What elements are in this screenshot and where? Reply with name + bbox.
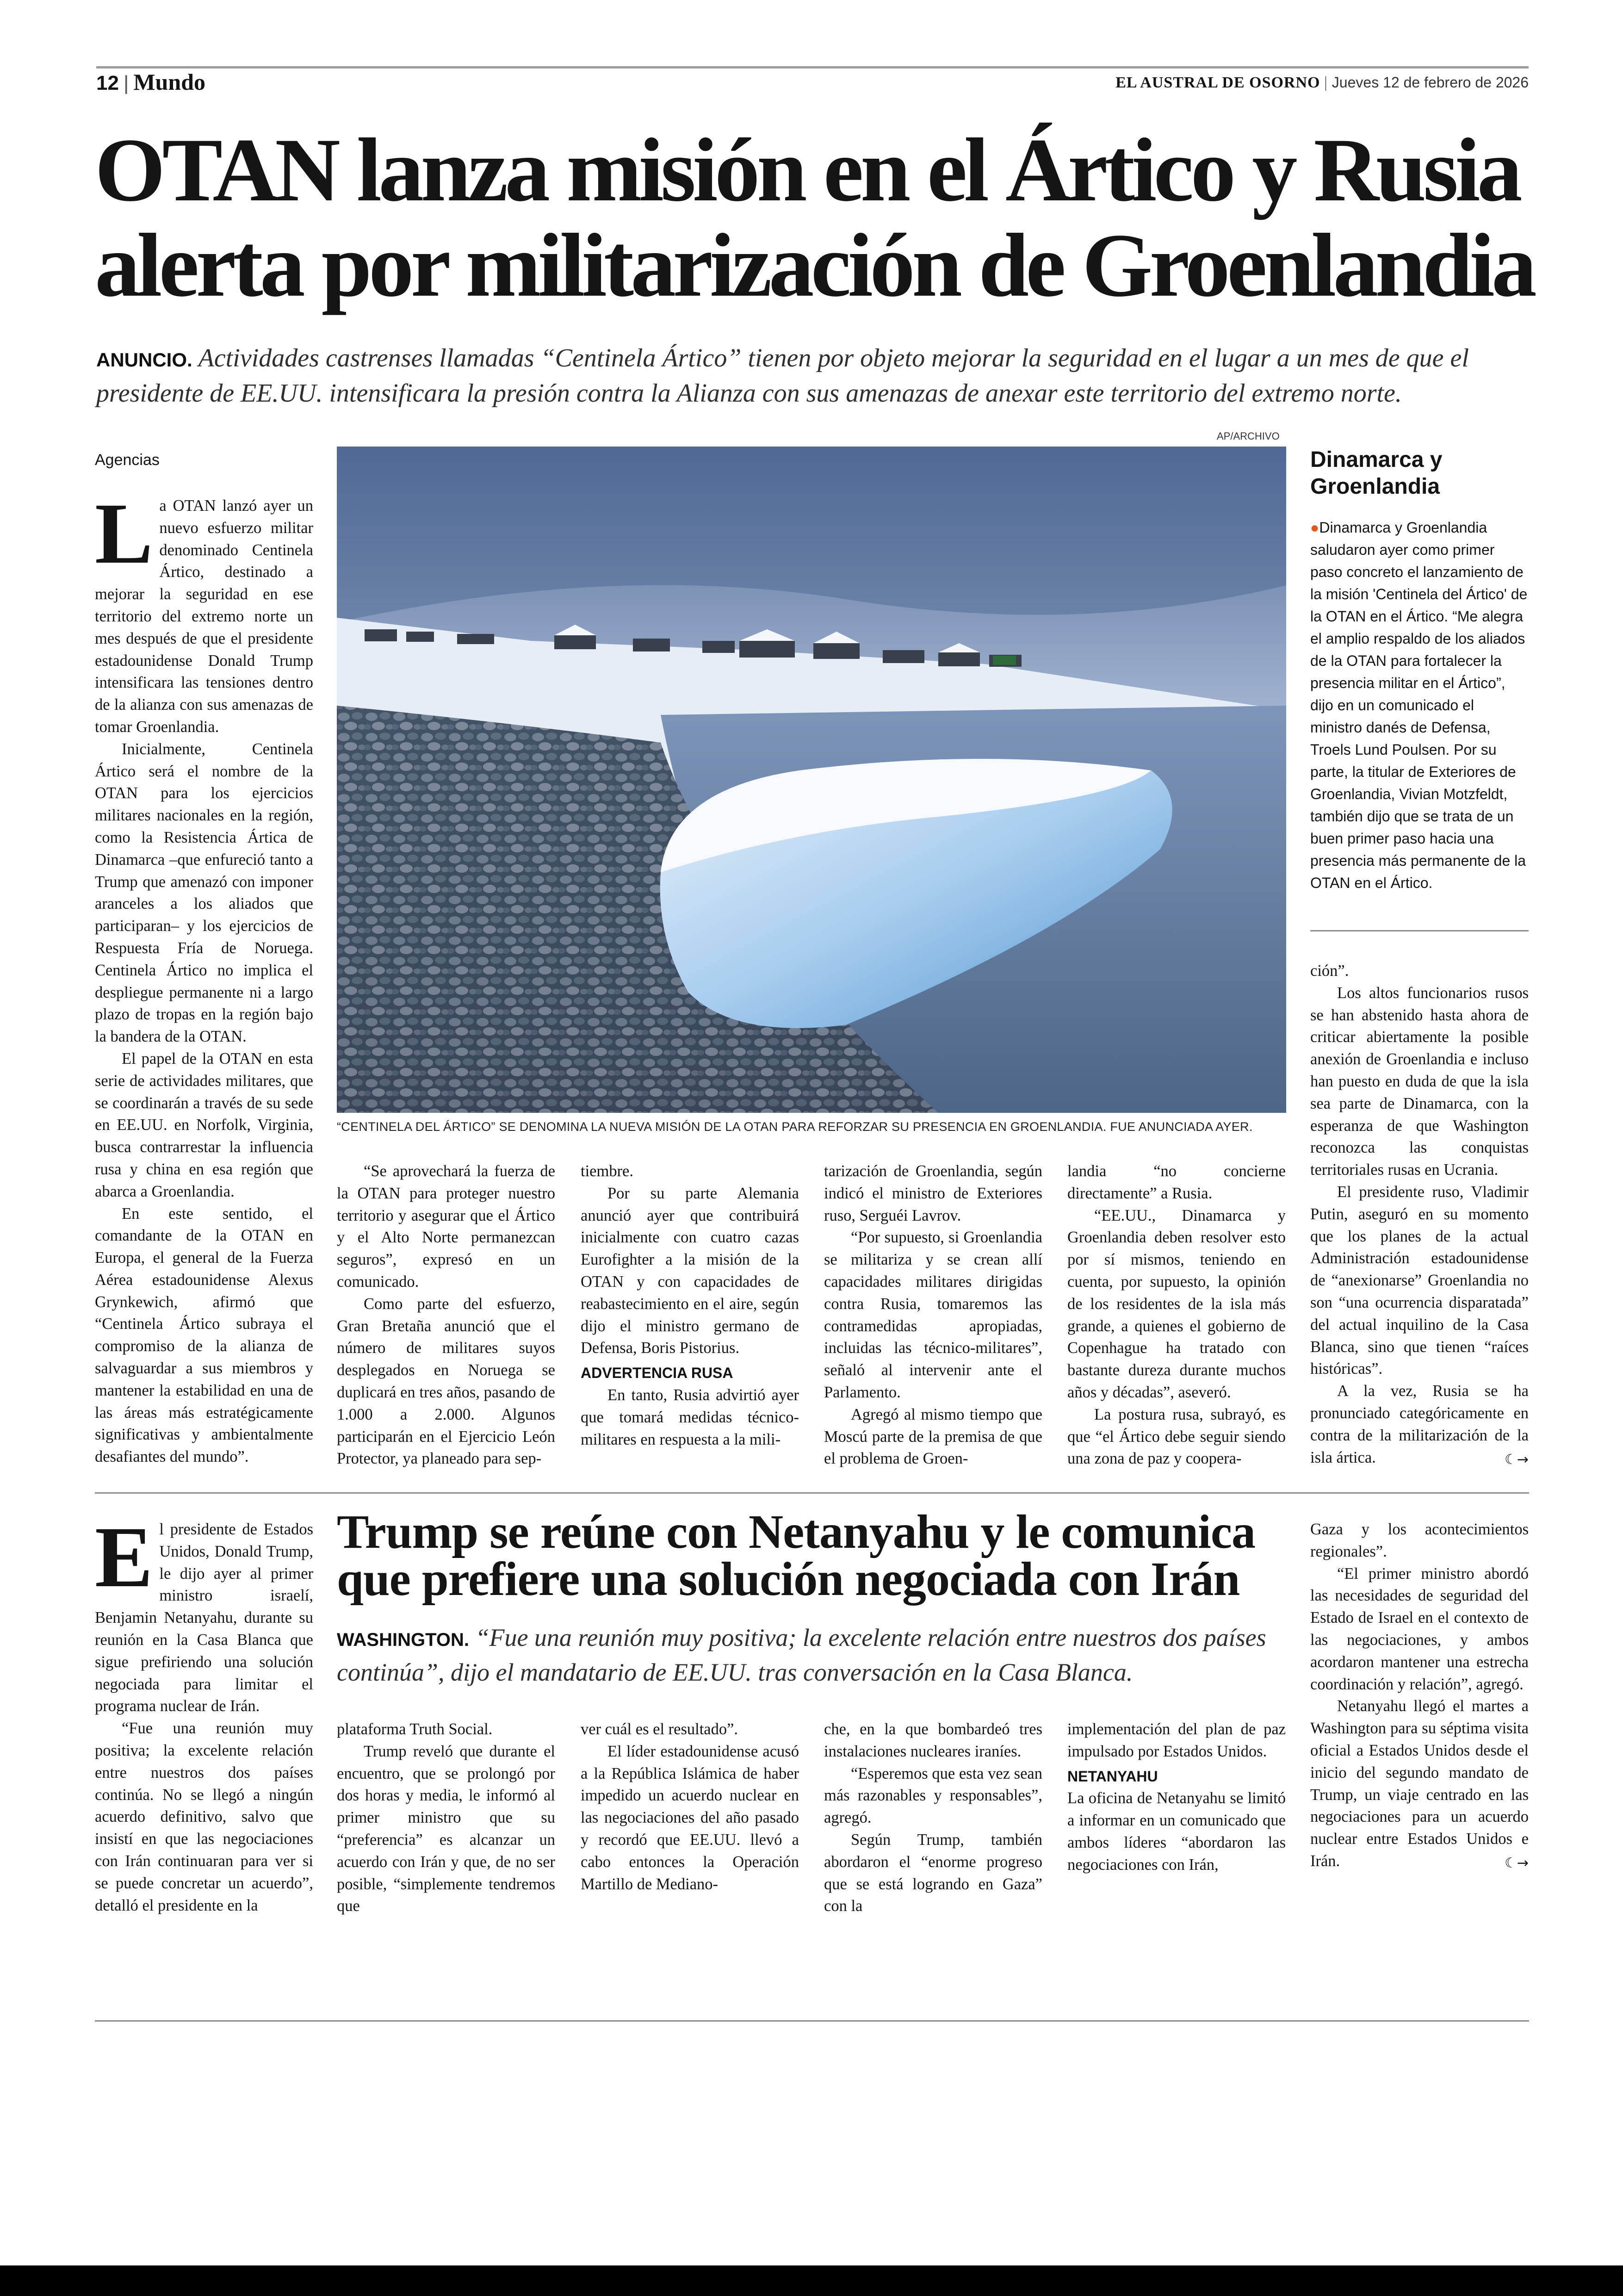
deck-text: Actividades castrenses llamadas “Centinela Ártico” tienen por objeto mejorar la seguridad en el lugar a un mes de que el presidente de EE.UU. intensificara la presión contra la Alianza con sus amenazas de anexar este territorio del extremo norte. bbox=[96, 344, 1469, 408]
page-number: 12 bbox=[96, 72, 119, 94]
paragraph: che, en la que bombardeó tres instalaciones nucleares iraníes. bbox=[824, 1720, 1042, 1760]
dropcap: L bbox=[95, 485, 153, 582]
photo-credit: AP/ARCHIVO bbox=[1217, 430, 1280, 442]
article1-deck bbox=[96, 341, 1535, 410]
paragraph: El papel de la OTAN en esta serie de actividades militares, que se coordinarán a través de su sede en EE.UU. en Norfolk, Virginia, busca contrarrestar la influencia rusa y china en esa región que abarca a Groenlandia. bbox=[95, 1049, 313, 1200]
deck-tag: ANUNCIO. bbox=[96, 349, 192, 371]
paragraph: Los altos funcionarios rusos se han abstenido hasta ahora de criticar abiertamente la posible anexión de Groenlandia e incluso han puesto en duda de que la isla sea parte de Dinamarca, con la esperanza de que Washington reconozca las conquistas territoriales rusas en Ucrania. bbox=[1310, 984, 1529, 1179]
end-of-article-icon: ☾→ bbox=[1504, 1451, 1529, 1468]
paragraph: tarización de Groenlandia, según indicó el ministro de Exteriores ruso, Serguéi Lavrov. bbox=[824, 1162, 1042, 1224]
headline-line-1: OTAN lanza misión en el Ártico y Rusia bbox=[95, 120, 1519, 220]
paragraph: Gaza y los acontecimientos regionales”. bbox=[1310, 1520, 1529, 1560]
article2-column-3 bbox=[581, 1719, 799, 1895]
headline-line-2: alerta por militarización de Groenlandia bbox=[95, 215, 1534, 316]
paragraph: l presidente de Estados Unidos, Donald Trump, le dijo ayer al primer ministro israelí, Benjamin Netanyahu, durante su reunión en la Casa Blanca que sigue prefiriendo una solución negociada para limitar el programa nuclear de Irán. bbox=[95, 1520, 313, 1715]
article2-column-6 bbox=[1310, 1519, 1529, 1874]
article1-column-3 bbox=[581, 1160, 799, 1451]
paragraph: “Fue una reunión muy positiva; la excelente relación entre nuestros dos países continúa. No se llegó a ningún acuerdo definitivo, salvo que insistí en que las negociaciones con Irán continuaran para ver si se puede concretar un acuerdo”, detalló el presidente en la bbox=[95, 1719, 313, 1914]
article2-column-4 bbox=[824, 1719, 1042, 1917]
arctic-photo bbox=[337, 447, 1286, 1113]
paragraph: “Por supuesto, si Groenlandia se militariza y se crean allí capacidades militares dirigidas contra Rusia, tomaremos las contramedidas apropiadas, incluidas las técnico-militares”, señaló al intervenir ante el Parlamento. bbox=[824, 1229, 1042, 1401]
issue-date: Jueves 12 de febrero de 2026 bbox=[1332, 74, 1529, 91]
paper-name: EL AUSTRAL DE OSORNO bbox=[1115, 74, 1320, 91]
paragraph: “EE.UU., Dinamarca y Groenlandia deben resolver esto por sí mismos, teniendo en cuenta, por supuesto, la opinión de los residentes de la isla más grande, a quienes el gobierno de Copenhague ha tratado con bastante dureza durante muchos años y décadas”, aseveró. bbox=[1067, 1206, 1286, 1401]
deck-tag: WASHINGTON. bbox=[337, 1630, 469, 1650]
bottom-rule bbox=[95, 2020, 1529, 2022]
paragraph: A la vez, Rusia se ha pronunciado categóricamente en contra de la militarización de la isla ártica. bbox=[1310, 1382, 1529, 1466]
paragraph: Como parte del esfuerzo, Gran Bretaña anunció que el número de militares suyos desplegados en Noruega se duplicará en tres años, pasando de 1.000 a 2.000. Algunos participarán en el Ejercicio León Protector, ya planeado para sep- bbox=[337, 1295, 555, 1468]
paragraph: La oficina de Netanyahu se limitó a informar en un comunicado que ambos líderes “abordaron las negociaciones con Irán, bbox=[1067, 1789, 1286, 1874]
dropcap: E bbox=[95, 1508, 153, 1605]
article2-headline bbox=[337, 1505, 1313, 1606]
top-rule bbox=[96, 66, 1529, 68]
end-of-article-icon: ☾→ bbox=[1504, 1855, 1529, 1871]
paragraph: La postura rusa, subrayó, es que “el Ártico debe seguir siendo una zona de paz y coopera- bbox=[1067, 1405, 1286, 1468]
paragraph: “Se aprovechará la fuerza de la OTAN para proteger nuestro territorio y asegurar que el Ártico y el Alto Norte permanezcan seguros”, expresó en un comunicado. bbox=[337, 1162, 555, 1291]
paragraph: implementación del plan de paz impulsado por Estados Unidos. bbox=[1067, 1720, 1286, 1760]
sidebar-title bbox=[1310, 447, 1443, 500]
paragraph: “El primer ministro abordó las necesidades de seguridad del Estado de Israel en el contexto de las negociaciones, y ambos acordaron mantener una estrecha coordinación y relación”, agregó. bbox=[1310, 1564, 1529, 1693]
subhead: ADVERTENCIA RUSA bbox=[581, 1365, 733, 1382]
paragraph: Trump reveló que durante el encuentro, que se prolongó por dos horas y media, le informó al primer ministro que su “preferencia” es alcanzar un acuerdo con Irán y que, de no ser posible, “simplemente tendremos que bbox=[337, 1742, 555, 1915]
article1-column-5 bbox=[1067, 1160, 1286, 1470]
byline: Agencias bbox=[95, 451, 160, 469]
paragraph: En tanto, Rusia advirtió ayer que tomará medidas técnico-militares en respuesta a la mili- bbox=[581, 1386, 799, 1448]
paragraph: plataforma Truth Social. bbox=[337, 1720, 493, 1738]
sidebar-title-line-1: Dinamarca y bbox=[1310, 447, 1443, 472]
article1-column-2 bbox=[337, 1160, 555, 1470]
paragraph: Inicialmente, Centinela Ártico será el nombre de la OTAN para los ejercicios militares nacionales en la región, como la Resistencia Ártica de Dinamarca –que enfureció tanto a Trump que amenazó con imponer aranceles a los aliados que participaran– y los ejercicios de Respuesta Fría de Noruega. Centinela Ártico no implica el despliegue permanente ni a largo plazo de tropas en la región bajo la bandera de la OTAN. bbox=[95, 740, 313, 1046]
paragraph: ción”. bbox=[1310, 962, 1349, 980]
masthead: EL AUSTRAL DE OSORNO | Jueves 12 de febrero de 2026 bbox=[1115, 74, 1529, 91]
article1-column-1 bbox=[95, 485, 313, 1468]
headline-line-2: que prefiere una solución negociada con Irán bbox=[337, 1552, 1240, 1606]
deck-text: “Fue una reunión muy positiva; la excelente relación entre nuestros dos países continúa”, dijo el mandatario de EE.UU. tras conversación en la Casa Blanca. bbox=[337, 1624, 1266, 1686]
article1-headline bbox=[95, 120, 1538, 316]
sidebar-text: Dinamarca y Groenlandia saludaron ayer como primer paso concreto el lanzamiento de la misión 'Centinela del Ártico' de la OTAN en el Ártico. “Me alegra el amplio respaldo de los aliados de la OTAN para fortalecer la presencia militar en el Ártico”, dijo en un comunicado el ministro danés de Defensa, Troels Lund Poulsen. Por su parte, la titular de Exteriores de Groenlandia, Vivian Motzfeldt, también dijo que se trata de un buen primer paso hacia una presencia más permanente de la OTAN en el Ártico. bbox=[1310, 519, 1528, 891]
article2-column-1 bbox=[95, 1508, 313, 1917]
footer-bar bbox=[0, 2265, 1623, 2296]
paragraph: Según Trump, también abordaron el “enorme progreso que se está logrando en Gaza” con la bbox=[824, 1831, 1042, 1915]
paragraph: Netanyahu llegó el martes a Washington para su séptima visita oficial a Estados Unidos desde el inicio del segundo mandato de Trump, un viaje centrado en las negociaciones para un acuerdo nuclear entre Estados Unidos e Irán. bbox=[1310, 1697, 1529, 1870]
photo-caption: “CENTINELA DEL ÁRTICO” SE DENOMINA LA NUEVA MISIÓN DE LA OTAN PARA REFORZAR SU PRESENCIA EN GROENLANDIA. FUE ANUNCIADA AYER. bbox=[337, 1120, 1253, 1134]
paragraph: El líder estadounidense acusó a la República Islámica de haber impedido un acuerdo nuclear en las negociaciones del año pasado y recordó que EE.UU. llevó a cabo entonces la Operación Martillo de Mediano- bbox=[581, 1742, 799, 1893]
section-name: Mundo bbox=[133, 69, 206, 95]
arctic-landscape-image bbox=[337, 447, 1286, 1113]
paragraph: Agregó al mismo tiempo que Moscú parte de la premisa de que el problema de Groen- bbox=[824, 1405, 1042, 1468]
paragraph: En este sentido, el comandante de la OTAN en Europa, el general de la Fuerza Aérea estadounidense Alexus Grynkewich, afirmó que “Centinela Ártico subraya el compromiso de la alianza de salvaguardar a sus miembros y mantener la estabilidad en una de las áreas más estratégicamente significativas y ambientalmente desafiantes del mundo”. bbox=[95, 1204, 313, 1466]
subhead: NETANYAHU bbox=[1067, 1768, 1158, 1785]
page-folio: 12 | Mundo bbox=[96, 69, 206, 95]
paragraph: tiembre. bbox=[581, 1162, 633, 1180]
article1-column-4 bbox=[824, 1160, 1042, 1470]
sidebar-rule bbox=[1310, 930, 1529, 931]
article1-column-6 bbox=[1310, 960, 1529, 1471]
paragraph: “Esperemos que esta vez sean más razonables y responsables”, agregó. bbox=[824, 1764, 1042, 1827]
paragraph: El presidente ruso, Vladimir Putin, aseguró en su momento que los planes de la actual Administración estadounidense de “anexionarse” Groenlandia no son “una ocurrencia disparatada” del actual inquilino de la Casa Blanca, sino que tienen “raíces históricas”. bbox=[1310, 1183, 1529, 1378]
bullet-icon: ● bbox=[1310, 519, 1319, 536]
paragraph: landia “no concierne directamente” a Rusia. bbox=[1067, 1162, 1286, 1202]
article2-column-2 bbox=[337, 1719, 555, 1917]
headline-line-1: Trump se reúne con Netanyahu y le comunica bbox=[337, 1505, 1256, 1558]
article2-deck bbox=[337, 1621, 1313, 1688]
paragraph: ver cuál es el resultado”. bbox=[581, 1720, 738, 1738]
sidebar-body bbox=[1310, 516, 1529, 894]
article2-column-5 bbox=[1067, 1719, 1286, 1876]
paragraph: Por su parte Alemania anunció ayer que contribuirá inicialmente con cuatro cazas Eurofighter a la misión de la OTAN y con capacidades de reabastecimiento en el aire, según dijo el ministro germano de Defensa, Boris Pistorius. bbox=[581, 1184, 799, 1357]
sidebar-title-line-2: Groenlandia bbox=[1310, 474, 1440, 499]
paragraph: a OTAN lanzó ayer un nuevo esfuerzo militar denominado Centinela Ártico, destinado a mejorar la seguridad en ese territorio del extremo norte un mes después de que el presidente estadounidense Donald Trump intensificara las tensiones dentro de la alianza con sus amenazas de tomar Groenlandia. bbox=[95, 497, 313, 736]
article-separator bbox=[95, 1492, 1529, 1494]
